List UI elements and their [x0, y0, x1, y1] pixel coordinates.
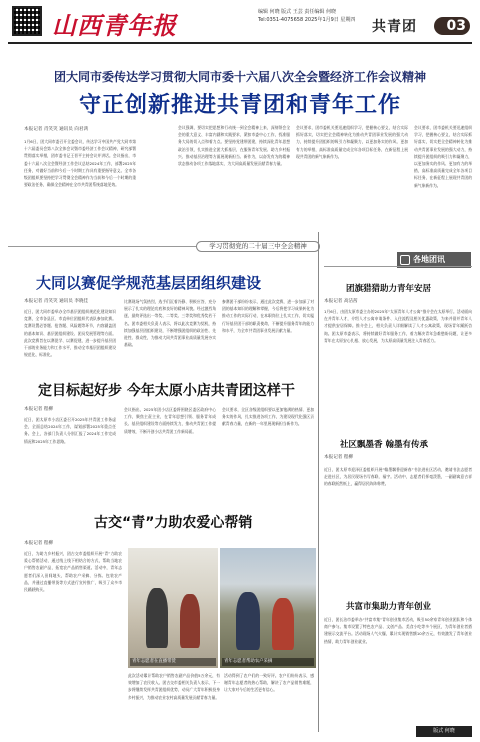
banner-label: 学习贯彻党的二十届三中全会精神	[196, 241, 320, 252]
masthead	[0, 0, 480, 44]
qr-code-icon	[12, 6, 42, 36]
right-section-rule	[324, 266, 472, 267]
story2-column-3: 参赛团干部纷纷表示，通过此次竞赛，进一步加深了对团的基本知识的理解和掌握，今后将把学习成果转化为推动工作的实际行动，在本职岗位上扎实工作，切实履行好基层团干部的职责使命，不断提升服务青年的能力和水平，为全市共青团事业发展贡献力量。	[222, 299, 314, 333]
story3-column-2: 会议指出，2025年团小店区委将围绕区委区政府中心工作，聚焦主责主业，在青年思想引领、服务青年成长、基层组织建设等方面持续发力，推动共青团工作提质增效，不断开创小店共青团工作新局面。	[124, 407, 216, 434]
right-item3-text: 近日，团长治市委举办“共富市集”青年创业集市活动，吸引50余家青年创业团队和个体商户参与。集市设置了特色农产品、文创产品、美食小吃等多个展区，为青年创业者搭建展示交流平台。活动现场人气火爆，累计实现销售额10余万元，有效激发了青年创业热情，助力青年创业就业。	[324, 617, 472, 644]
right-item2-title: 社区飘墨香 翰墨有传承	[340, 440, 428, 450]
story3-column-1: 近日，团太原市小店区委召开2025年共青团工作务虚会，全面总结2024年工作，谋划部署2025年重点任务。会上，各部门负责人分别汇报了2024年工作完成情况和2025年工作思路。	[24, 417, 116, 444]
story4-headline: 古交“青”力助农爱心帮销	[94, 515, 253, 531]
masthead-meta-line-2: Tel:0351-4075658 2025年1月9日 星期四	[258, 17, 356, 23]
section-badge-icon	[400, 255, 410, 265]
photo-person-1	[146, 588, 168, 648]
page-number: 03	[434, 17, 470, 35]
right-item2-text: 近日，团太原市迎泽区委组织开展“翰墨飘香迎新春”书法进社区活动，邀请书法志愿者走进社区，为居民现场书写春联、福字。活动中，志愿者们挥毫泼墨，一副副寓意吉祥的春联跃然纸上，赢得居民阵阵称赞。	[324, 467, 472, 487]
story3-headline: 定目标起好步 今年太原小店共青团这样干	[38, 383, 295, 399]
masthead-rule	[8, 42, 472, 44]
column-divider	[318, 232, 319, 732]
lead-column-3: 会议要求，团市委机关要迅速组织学习，把握核心要义，结合实际抓好落实，切实把全会精神转化为推动共青团事业发展的强大动力，持续提升团组织的吸引力和凝聚力，以更加务实的作风、更加有力的举措，高标准高质量完成全年各项目标任务，在新征程上展现共青团的新气象新作为。	[296, 125, 408, 159]
right-item3-title: 共富市集助力青年创业	[346, 602, 432, 612]
lead-column-1: 1月6日，团大同市委召开全委会议，传达学习中国共产党大同市第十六届委员会第八次全体会议暨市委经济工作会议精神，研究部署贯彻落实举措，团市委书记王晋平主持会议并讲话。会议指出，市委十六届八次全会暨经济工作会议总结2024年工作，部署2025年任务，对做好当前和今后一个时期工作具有重要指导意义。全市各级团组织要坚持把学习贯彻全会精神作为当前和今后一个时期的重要政治任务，确保全会精神在全市共青团系统落地见效。	[24, 139, 136, 188]
lead-column-4: 会议要求，团市委机关要迅速组织学习，把握核心要义，结合实际抓好落实，切实把全会精神转化为推动共青团事业发展的强大动力，持续提升团组织的吸引力和凝聚力，以更加务实的作风、更加有力的举措，高标准高质量完成全年各项目标任务，在新征程上展现共青团的新气象新作为。	[414, 125, 472, 188]
photo-person-4	[272, 598, 294, 650]
photo-person-3	[236, 592, 260, 650]
story2-column-1: 近日，团大同市委举办全市基层团组织规范化建设知识竞赛，全市各县区、市直单位团组织代表队参加比赛。竞赛设置必答题、抢答题、风险题等环节，内容涵盖团的基本知识、基层团组织建设、团员发展管理等方面。此次竞赛旨在以赛促学、以赛促建，进一步提升基层团干部的业务能力和工作水平，推动全市基层团组织建设规范化、标准化。	[24, 309, 116, 358]
story3-column-3: 会议要求，全区各级团组织要以更加饱满的热情、更加务实的作风，扎实推进各项工作，为建设现代化强区贡献青春力量，在新的一年里展现新担当新作为。	[222, 407, 314, 427]
story4-column-2: 此次活动累计帮助农户销售农副产品价值5万余元，有效增加了农民收入。团古交市委相关负责人表示，下一步将继续发挥共青团组织优势，动员广大青年积极投身乡村振兴，为推动农业农村高质量发展贡献青春力量。	[128, 673, 220, 700]
right-item1-byline: 本报记者 高洁茜	[324, 299, 358, 304]
footer-tag: 版式 何晓	[416, 726, 472, 737]
right-section-label: 各地团讯	[413, 255, 445, 264]
lead-kicker: 团大同市委传达学习贯彻大同市委十六届八次全会暨经济工作会议精神	[53, 70, 426, 84]
masthead-meta	[258, 8, 378, 24]
newspaper-logo: 山西青年报	[52, 11, 177, 40]
story3-byline: 本报记者 程柳	[24, 407, 54, 412]
lead-headline: 守正创新推进共青团和青年工作	[78, 93, 401, 118]
photo1-caption: 青年志愿者在直播带货	[130, 658, 216, 666]
story2-headline: 大同以赛促学规范基层团组织建设	[36, 274, 262, 292]
right-item2-byline: 本报记者 程柳	[324, 455, 354, 460]
story4-column-3: 活动得到了农户们的一致好评。农户们纷纷表示，感谢青年志愿者的热心帮助，解决了农产品销售难题，让大家对今后的生活更有信心。	[224, 673, 314, 693]
photo-person-2	[180, 594, 200, 648]
story2-byline: 本报记者 肖笑笑 通讯员 李晓佳	[24, 299, 89, 304]
photo2-caption: 青年志愿者帮助农户采摘	[222, 658, 314, 666]
right-item1-title: 团旗猎猎助力青年安居	[346, 284, 432, 294]
story4-column-1: 近日，为助力乡村振兴，团古交市委组织开展“青”力助农爱心帮销活动，通过线上线下相结合的方式，帮助当地农户销售农副产品，拓宽农产品销售渠道。活动中，青年志愿者们深入田间地头，帮助农户采摘、分拣、包装农产品，并通过直播带货等方式进行宣传推广，吸引了众多市民踊跃购买。	[24, 551, 122, 593]
story2-column-2: 比赛现场气氛热烈，选手们沉着冷静、积极应答，充分展示了扎实的理论功底和良好的精神风貌。经过激烈角逐，最终评选出一等奖、二等奖、三等奖和优秀奖若干名。团市委相关负责人表示，将以此次竞赛为契机，持续加强基层团组织建设，不断增强团组织的政治性、先进性、群众性，为推动大同共青团事业高质量发展夯实基础。	[124, 299, 216, 348]
right-item1-text: 1月6日，由团太原市委主办的2025年“太原青年人才公寓”推介会在太原举行。活动面向在并青年人才，介绍人才公寓申请条件、入住流程及相关优惠政策，为来并留并青年人才提供安居保障。推介会上，相关负责人详细解读了人才公寓政策，现场青年踊跃咨询。团太原市委表示，将持续做好青年服务工作，着力解决青年急难愁盼问题，让更多青年在太原安心扎根、放心发展，为太原高质量发展注入青春活力。	[324, 309, 472, 343]
masthead-meta-line-1: 编辑 何晓 版式 王芸 责任编辑 何晓	[258, 9, 336, 15]
photo-livestream	[128, 548, 218, 668]
story4-byline: 本报记者 程柳	[24, 541, 54, 546]
lead-byline: 本报记者 肖笑笑 通讯员 向君鸿	[24, 127, 89, 132]
lead-column-2: 会议强调，要切实把思想和行动统一到全会精神上来，深刻领会全会的重大意义、丰富内涵和实践要求，紧扣市委中心工作，找准服务大局的切入点和着力点。要坚持党建带团建，持续深化青年思想政治引领，扎实推进全团大抓基层，在服务青年发展、助力乡村振兴、推动基层治理等方面展现新担当、新作为，以奋发有为的精神状态推动各项工作落地落实，为大同高质量发展贡献青春力量。	[178, 125, 290, 167]
photo-harvest	[220, 548, 316, 668]
section-name: 共青团	[372, 19, 417, 35]
